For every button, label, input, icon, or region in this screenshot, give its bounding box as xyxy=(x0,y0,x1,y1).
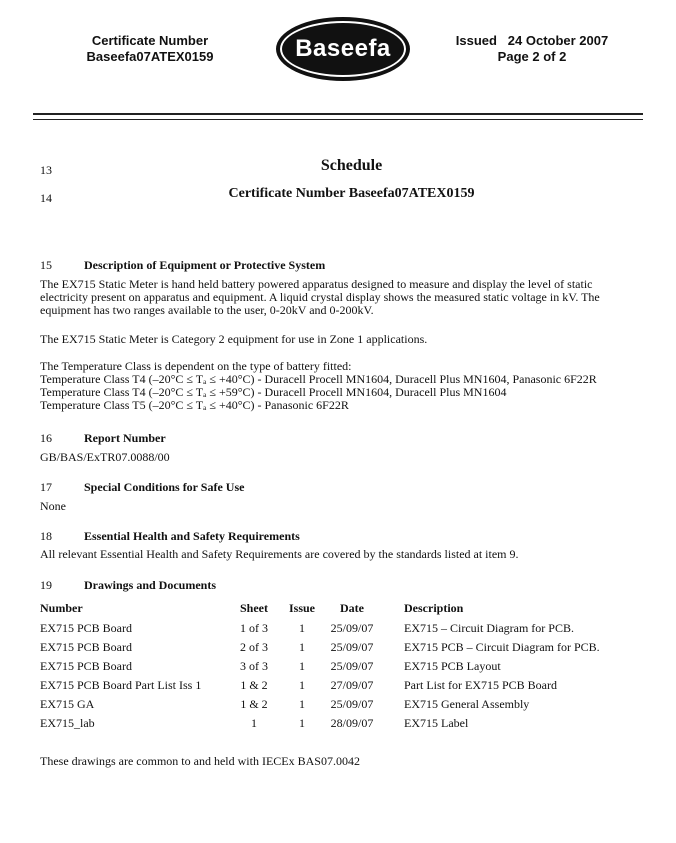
header-rule-thick xyxy=(33,113,643,115)
cell-number: EX715 PCB Board xyxy=(40,659,133,673)
cell-issue: 1 xyxy=(299,640,305,654)
section-15-number: 15 xyxy=(40,258,52,272)
table-row xyxy=(40,657,600,676)
table-row xyxy=(40,695,600,714)
cell-sheet: 1 xyxy=(251,716,257,730)
cell-date: 25/09/07 xyxy=(330,659,374,673)
temperature-class-block xyxy=(40,360,640,412)
cell-date: 27/09/07 xyxy=(330,678,374,692)
cell-number: EX715_lab xyxy=(40,716,95,730)
column-date: Date xyxy=(340,600,364,615)
cell-number: EX715 PCB Board xyxy=(40,621,133,635)
cell-sheet: 2 of 3 xyxy=(240,640,268,654)
cell-number: EX715 PCB Board Part List Iss 1 xyxy=(40,678,202,692)
temperature-line: Temperature Class T4 (–20°C ≤ Tₐ ≤ +59°C) - Duracell Procell MN1604, Duracell Plus MN1604 xyxy=(40,385,507,399)
section-19-title: Drawings and Documents xyxy=(84,578,217,592)
cell-description: EX715 Label xyxy=(404,716,469,730)
logo-text: Baseefa xyxy=(295,35,391,62)
drawings-footer-note: These drawings are common to and held with IECEx BAS07.0042 xyxy=(40,754,360,768)
cell-description: EX715 General Assembly xyxy=(404,697,530,711)
section-18-title: Essential Health and Safety Requirements xyxy=(84,529,300,543)
equipment-description: The EX715 Static Meter is hand held battery powered apparatus designed to measure and display the level of static electricity present on apparatus and equipment. A liquid crystal display shows the measured static voltage in kV. The equipment has two ranges available to the user, 0-20kV and 0-200kV. xyxy=(40,277,600,317)
section-16-number: 16 xyxy=(40,431,52,445)
header-rule-thin xyxy=(33,119,643,120)
section-17-title: Special Conditions for Safe Use xyxy=(84,480,245,494)
cell-date: 28/09/07 xyxy=(330,716,374,730)
section-18-number: 18 xyxy=(40,529,52,543)
column-sheet: Sheet xyxy=(240,600,268,615)
cell-issue: 1 xyxy=(299,697,305,711)
report-number: GB/BAS/ExTR07.0088/00 xyxy=(40,450,170,464)
column-number: Number xyxy=(40,600,83,615)
header-issue-block xyxy=(446,33,618,65)
cell-date: 25/09/07 xyxy=(330,621,374,635)
category-statement: The EX715 Static Meter is Category 2 equipment for use in Zone 1 applications. xyxy=(40,332,428,346)
cell-date: 25/09/07 xyxy=(330,697,374,711)
section-19-number: 19 xyxy=(40,578,52,592)
temperature-line: Temperature Class T4 (–20°C ≤ Tₐ ≤ +40°C) - Duracell Procell MN1604, Duracell Plus MN1604, Panasonic 6F22R xyxy=(40,372,597,386)
cell-description: EX715 PCB Layout xyxy=(404,659,501,673)
special-conditions: None xyxy=(40,499,66,513)
schedule-certificate-number: Certificate Number Baseefa07ATEX0159 xyxy=(228,186,475,201)
cell-issue: 1 xyxy=(299,678,305,692)
cell-description: EX715 PCB – Circuit Diagram for PCB. xyxy=(404,640,600,654)
cell-number: EX715 PCB Board xyxy=(40,640,133,654)
baseefa-logo xyxy=(276,17,410,81)
schedule-heading: Schedule xyxy=(320,157,383,174)
cell-sheet: 1 & 2 xyxy=(240,678,268,692)
cell-sheet: 3 of 3 xyxy=(240,659,268,673)
cell-issue: 1 xyxy=(299,621,305,635)
issued-date: Issued 24 October 2007 xyxy=(455,33,609,48)
temperature-line: Temperature Class T5 (–20°C ≤ Tₐ ≤ +40°C) - Panasonic 6F22R xyxy=(40,398,349,412)
cell-sheet: 1 of 3 xyxy=(240,621,268,635)
table-row xyxy=(40,638,600,657)
section-15-title: Description of Equipment or Protective System xyxy=(84,258,326,272)
cell-issue: 1 xyxy=(299,659,305,673)
logo-ring xyxy=(280,21,406,77)
ehsr-statement: All relevant Essential Health and Safety Requirements are covered by the standards listed at item 9. xyxy=(40,547,519,561)
section-13-number: 13 xyxy=(40,163,52,177)
temperature-intro: The Temperature Class is dependent on the type of battery fitted: xyxy=(40,359,352,373)
certificate-number: Baseefa07ATEX0159 xyxy=(86,49,214,64)
section-14-number: 14 xyxy=(40,191,52,205)
cell-issue: 1 xyxy=(299,716,305,730)
table-row xyxy=(40,619,600,638)
header-certificate-block xyxy=(80,33,220,65)
page-number: Page 2 of 2 xyxy=(497,49,567,64)
cell-sheet: 1 & 2 xyxy=(240,697,268,711)
cell-description: Part List for EX715 PCB Board xyxy=(404,678,557,692)
certificate-label: Certificate Number xyxy=(91,33,209,48)
column-issue: Issue xyxy=(288,600,315,615)
column-description: Description xyxy=(404,600,464,615)
cell-number: EX715 GA xyxy=(40,697,95,711)
section-17-number: 17 xyxy=(40,480,52,494)
table-header-row xyxy=(40,597,600,619)
cell-description: EX715 – Circuit Diagram for PCB. xyxy=(404,621,574,635)
table-row xyxy=(40,676,600,695)
cell-date: 25/09/07 xyxy=(330,640,374,654)
section-16-title: Report Number xyxy=(84,431,166,445)
table-row xyxy=(40,714,600,733)
drawings-table xyxy=(40,597,600,733)
